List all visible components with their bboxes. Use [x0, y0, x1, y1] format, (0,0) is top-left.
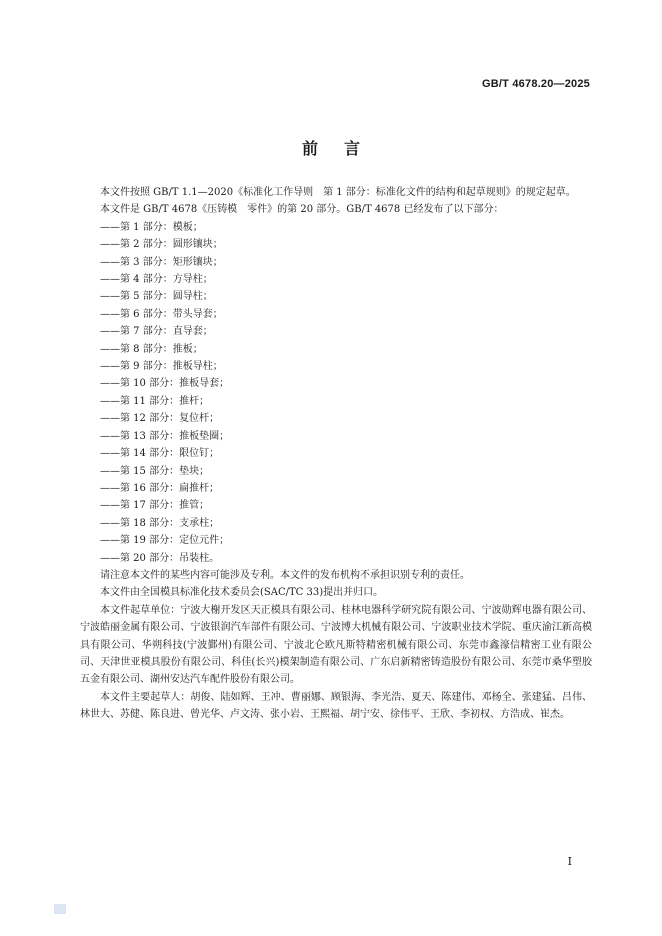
parts-list-item: ——第 5 部分：圆导柱； — [100, 291, 213, 303]
parts-list-item: ——第 15 部分：垫块； — [100, 465, 210, 477]
parts-list-item: ——第 6 部分：带头导套； — [100, 308, 223, 320]
parts-list-item: ——第 13 部分：推板垫圈； — [100, 430, 230, 442]
drafters-paragraph: 本文件主要起草人：胡俊、陆如辉、王冲、曹丽娜、顾银海、李光浩、夏天、陈建伟、邓杨全、张建猛、吕伟、林世大、苏健、陈良进、曾光华、卢文涛、张小岩、王熙福、胡宁安、徐伟平、王欣、李初权、方浩成、崔杰。 — [80, 691, 592, 721]
parts-list-item: ——第 4 部分：方导柱； — [100, 274, 213, 286]
page-number: I — [567, 855, 572, 868]
parts-list-item: ——第 8 部分：推板； — [100, 343, 203, 355]
series-intro-paragraph: 本文件是 GB/T 4678《压铸模 零件》的第 20 部分。GB/T 4678 已经发布了以下部分： — [100, 204, 504, 216]
proposer-paragraph: 本文件由全国模具标准化技术委员会(SAC/TC 33)提出并归口。 — [100, 587, 384, 599]
drafting-units-paragraph: 本文件起草单位：宁波大榭开发区天正模具有限公司、桂林电器科学研究院有限公司、宁波勋辉电器有限公司、宁波皓丽金属有限公司、宁波银润汽车部件有限公司、宁波博大机械有限公司、宁波职业技术学院、重庆渝江新高模具有限公司、华朔科技(宁波鄞州)有限公司、宁波北仑欧凡斯特精密机械有限公司、东莞市鑫濠信精密工业有限公司、天津世亚模具股份有限公司、科佳(长兴)模架制造有限公司、广东启新精密铸造股份有限公司、东莞市桑华塑胶五金有限公司、湖州安达汽车配件股份有限公司。 — [80, 604, 592, 686]
parts-list-item: ——第 14 部分：限位钉； — [100, 448, 220, 460]
parts-list-item: ——第 12 部分：复位杆； — [100, 413, 220, 425]
standard-number: GB/T 4678.20—2025 — [482, 78, 590, 90]
parts-list-item: ——第 7 部分：直导套； — [100, 326, 213, 338]
intro-paragraph: 本文件按照 GB/T 1.1—2020《标准化工作导则 第 1 部分：标准化文件的结构和起草规则》的规定起草。 — [100, 187, 576, 198]
parts-list — [80, 219, 592, 567]
parts-list-item: ——第 18 部分：支承柱； — [100, 517, 220, 529]
page-title: 前言 — [301, 139, 386, 158]
parts-list-item: ——第 17 部分：推管； — [100, 500, 210, 512]
corner-mark — [54, 904, 66, 914]
parts-list-item: ——第 3 部分：矩形镶块； — [100, 256, 223, 268]
parts-list-item: ——第 19 部分：定位元件； — [100, 535, 230, 547]
patent-notice: 请注意本文件的某些内容可能涉及专利。本文件的发布机构不承担识别专利的责任。 — [100, 569, 470, 581]
parts-list-item: ——第 11 部分：推杆； — [100, 395, 210, 407]
parts-list-item: ——第 2 部分：圆形镶块； — [100, 239, 223, 251]
parts-list-item: ——第 20 部分：吊装柱。 — [100, 552, 220, 564]
parts-list-item: ——第 10 部分：推板导套； — [100, 378, 230, 390]
parts-list-item: ——第 16 部分：扁推杆； — [100, 482, 220, 494]
parts-list-item: ——第 1 部分：模板； — [100, 221, 203, 233]
parts-list-item: ——第 9 部分：推板导柱； — [100, 361, 223, 373]
document-body — [80, 184, 592, 724]
